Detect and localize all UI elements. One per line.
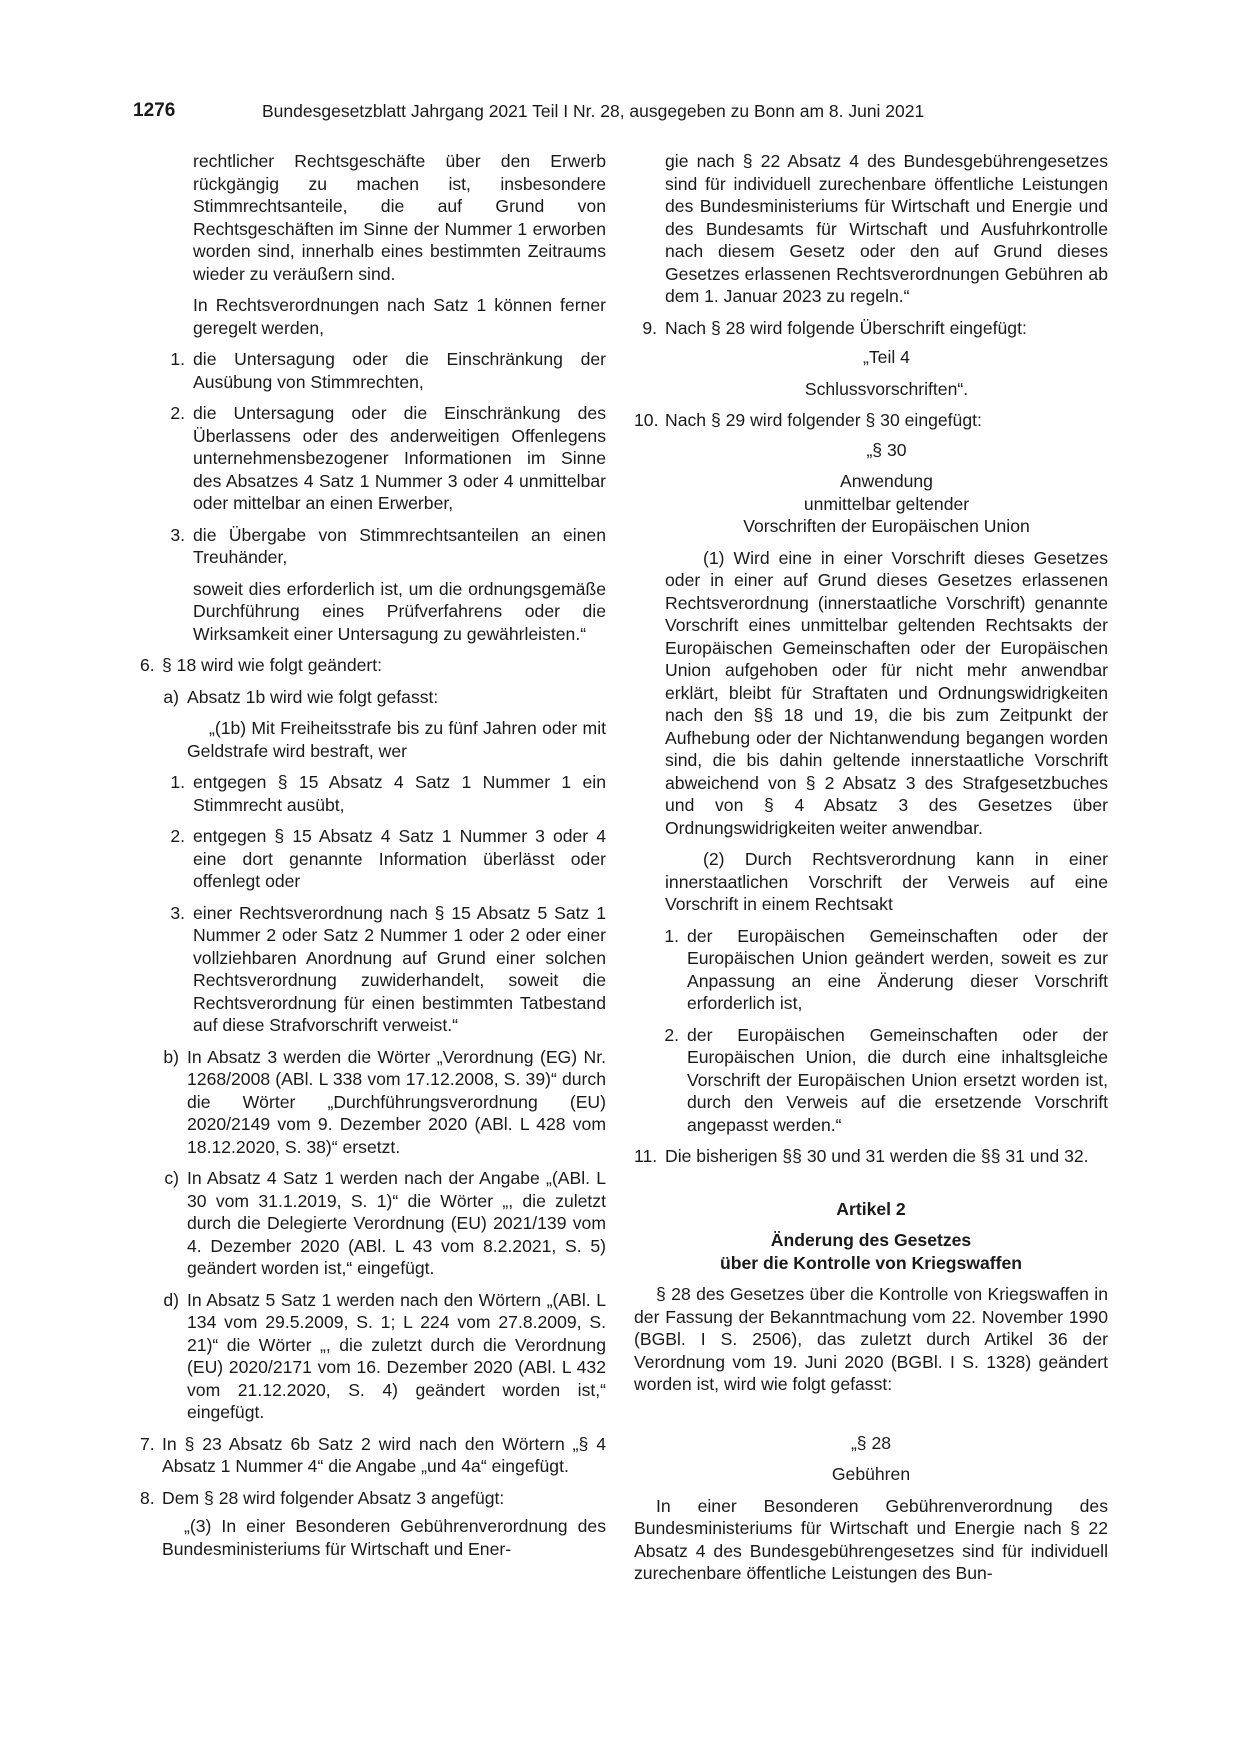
amendment-item bbox=[140, 1487, 606, 1510]
sub-item-text: In Absatz 4 Satz 1 werden nach der Angabe „(ABl. L 30 vom 31.1.2019, S. 1)“ die Wörter „, die zuletzt durch die Delegierte Verordnung (EU) 2021/139 vom 4. Dezember 2020 (ABl. L 43 vom 8.2.2021, S. 5) geändert worden ist,“ eingefügt. bbox=[187, 1168, 606, 1278]
article-title-line: Änderung des Gesetzes bbox=[770, 1230, 972, 1250]
section-number: „§ 28 bbox=[850, 1432, 892, 1453]
list-item bbox=[634, 1024, 1108, 1137]
list-text: entgegen § 15 Absatz 4 Satz 1 Nummer 3 oder 4 eine dort genannte Information überlässt oder offenlegt oder bbox=[193, 826, 606, 891]
article-heading: Artikel 2 bbox=[836, 1198, 906, 1219]
sub-item-letter: d) bbox=[163, 1289, 179, 1310]
gazette-header: Bundesgesetzblatt Jahrgang 2021 Teil I Nr. 28, ausgegeben zu Bonn am 8. Juni 2021 bbox=[262, 101, 925, 121]
amendment-item bbox=[140, 654, 606, 677]
page-number: 1276 bbox=[133, 100, 176, 121]
list-text: einer Rechtsverordnung nach § 15 Absatz 5 Satz 1 Nummer 2 oder Satz 2 Nummer 1 oder 2 oder einer vollziehbaren Anordnung auf Grund einer solchen Rechtsverordnung zuwiderhandelt, soweit die Rechtsverordnung für einen bestimmten Tatbestand auf diese Strafvorschrift verweist.“ bbox=[193, 902, 606, 1035]
sub-item bbox=[162, 1289, 606, 1424]
sub-item-text: In Absatz 5 Satz 1 werden nach den Wörtern „(ABl. L 134 vom 29.5.2009, S. 1; L 224 vom 27.8.2009, S. 21)“ die Wörter „, die zuletzt durch die Verordnung (EU) 2020/2171 vom 16. Dezember 2020 (ABl. L 432 vom 21.12.2020, S. 4) geändert worden ist,“ eingefügt. bbox=[187, 1289, 606, 1422]
item-number: 9. bbox=[642, 317, 657, 338]
paragraph: soweit dies erforderlich ist, um die ordnungsgemäße Durchführung eines Prüfverfahrens oder die Wirksamkeit einer Untersagung zu gewährleisten.“ bbox=[193, 578, 606, 644]
sub-item bbox=[162, 1167, 606, 1280]
amendment-item bbox=[634, 317, 1108, 340]
item-text: § 18 wird wie folgt geändert: bbox=[162, 655, 383, 675]
item-text: Die bisherigen §§ 30 und 31 werden die §§ 31 und 32. bbox=[665, 1146, 1089, 1166]
paragraph: In Rechtsverordnungen nach Satz 1 können ferner geregelt werden, bbox=[193, 295, 606, 338]
list-text: der Europäischen Gemeinschaften oder der Europäischen Union geändert werden, soweit es zur Anpassung an eine Änderung dieser Vorschrift erforderlich ist, bbox=[687, 925, 1108, 1013]
item-number: 10. bbox=[634, 410, 659, 430]
item-text: Nach § 29 wird folgender § 30 eingefügt: bbox=[665, 410, 982, 430]
section-paragraph: (2) Durch Rechtsverordnung kann in einer innerstaatlichen Vorschrift der Verweis auf eine Vorschrift in einem Rechtsakt bbox=[665, 849, 1108, 914]
item-number: 6. bbox=[140, 655, 155, 675]
right-column bbox=[634, 150, 1108, 1585]
quoted-paragraph: „(3) In einer Besonderen Gebührenverordnung des Bundesministeriums für Wirtschaft und Ener- bbox=[162, 1516, 606, 1559]
list-item bbox=[140, 825, 606, 893]
list-number: 3. bbox=[170, 524, 185, 545]
section-paragraph: (1) Wird eine in einer Vorschrift dieses Gesetzes oder in einer auf Grund dieses Gesetzes erlassenen Rechtsverordnung (innerstaatliche Vorschrift) genannte Vorschrift eines unmittelbar geltenden Rechtsakts der Europäischen Gemeinschaften oder der Europäischen Union aufgehoben oder für nicht mehr anwendbar erklärt, bleibt für Straftaten und Ordnungswidrigkeiten nach den §§ 18 und 19, die bis zum Zeitpunkt der Aufhebung oder der Nichtanwendung begangen worden sind, die bis dahin geltende innerstaatliche Vorschrift abweichend von § 2 Absatz 3 des Strafgesetzbuches und von § 4 Absatz 3 des Gesetzes über Ordnungswidrigkeiten weiter anwendbar. bbox=[665, 547, 1108, 838]
list-number: 2. bbox=[664, 1024, 679, 1045]
item-number: 7. bbox=[140, 1433, 155, 1454]
list-item bbox=[140, 524, 606, 569]
sub-item-text: In Absatz 3 werden die Wörter „Verordnung (EG) Nr. 1268/2008 (ABl. L 338 vom 17.12.2008, S. 39)“ durch die Wörter „Durchführungsverordnung (EU) 2020/2149 vom 9. Dezember 2020 (ABl. L 428 vom 18.12.2020, S. 38)“ ersetzt. bbox=[187, 1046, 606, 1157]
sub-item bbox=[162, 686, 606, 709]
amendment-item bbox=[140, 1433, 606, 1478]
list-text: die Übergabe von Stimmrechtsanteilen an einen Treuhänder, bbox=[193, 524, 606, 567]
list-item bbox=[140, 402, 606, 515]
sub-item-letter: c) bbox=[164, 1168, 179, 1188]
list-item bbox=[140, 348, 606, 393]
section-heading-line: Anwendung bbox=[840, 471, 933, 491]
sub-item-text: Absatz 1b wird wie folgt gefasst: bbox=[187, 686, 439, 707]
section-heading-line: unmittelbar geltender bbox=[803, 493, 970, 514]
list-number: 1. bbox=[664, 925, 679, 946]
item-number: 11. bbox=[634, 1146, 658, 1166]
item-text: Dem § 28 wird folgender Absatz 3 angefügt: bbox=[162, 1487, 505, 1508]
part-heading: „Teil 4 bbox=[863, 347, 910, 367]
left-column bbox=[140, 150, 606, 1560]
amendment-item bbox=[634, 1145, 1108, 1168]
list-text: die Untersagung oder die Einschränkung der Ausübung von Stimmrechten, bbox=[193, 349, 606, 392]
sub-item-letter: a) bbox=[163, 686, 179, 707]
item-text: In § 23 Absatz 6b Satz 2 wird nach den Wörtern „§ 4 Absatz 1 Nummer 4“ die Angabe „und 4a“ eingefügt. bbox=[162, 1433, 606, 1476]
item-text: Nach § 28 wird folgende Überschrift eingefügt: bbox=[665, 317, 1027, 338]
section-paragraph: In einer Besonderen Gebührenverordnung des Bundesministeriums für Wirtschaft und Energie nach § 22 Absatz 4 des Bundesgebührengesetzes sind für individuell zurechenbare öffentliche Leistungen des Bun- bbox=[634, 1495, 1108, 1583]
list-number: 2. bbox=[170, 826, 185, 846]
item-number: 8. bbox=[140, 1487, 155, 1508]
amendment-item bbox=[634, 409, 1108, 432]
article-title-line: über die Kontrolle von Kriegswaffen bbox=[719, 1252, 1023, 1273]
paragraph: rechtlicher Rechtsgeschäfte über den Erwerb rückgängig zu machen ist, insbesondere Stimmrechtsanteile, die auf Grund von Rechtsgeschäften im Sinne der Nummer 1 erworben worden sind, innerhalb eines bestimmten Zeitraums wieder zu veräußern sind. bbox=[193, 151, 606, 284]
list-item bbox=[634, 925, 1108, 1015]
list-text: der Europäischen Gemeinschaften oder der Europäischen Union, die durch eine inhaltsgleiche Vorschrift der Europäischen Union ersetzt worden ist, durch den Verweis auf die ersetzende Vorschrift angepasst werden.“ bbox=[687, 1024, 1108, 1135]
paragraph: gie nach § 22 Absatz 4 des Bundesgebührengesetzes sind für individuell zurechenbare öffentliche Leistungen des Bundesministeriums für Wirtschaft und Energie und des Bundesamts für Wirtschaft und Ausfuhrkontrolle nach diesem Gesetz oder den auf Grund dieses Gesetzes erlassenen Rechtsverordnungen Gebühren ab dem 1. Januar 2023 zu regeln.“ bbox=[665, 151, 1108, 306]
sub-item bbox=[162, 1046, 606, 1159]
part-title: Schlussvorschriften“. bbox=[804, 378, 969, 399]
list-number: 2. bbox=[170, 403, 185, 423]
sub-item-letter: b) bbox=[163, 1046, 179, 1067]
list-text: die Untersagung oder die Einschränkung des Überlassens oder des anderweitigen Offenlegens unternehmensbezogener Informationen im Sinne des Absatzes 4 Satz 1 Nummer 3 oder 4 unmittelbar oder mittelbar an einen Erwerber, bbox=[193, 403, 606, 513]
section-heading-line: Vorschriften der Europäischen Union bbox=[743, 516, 1030, 536]
section-number: „§ 30 bbox=[866, 439, 907, 460]
article-paragraph: § 28 des Gesetzes über die Kontrolle von Kriegswaffen in der Fassung der Bekanntmachung vom 22. November 1990 (BGBl. I S. 2506), das zuletzt durch Artikel 36 der Verordnung vom 19. Juni 2020 (BGBl. I S. 1328) geändert worden ist, wird wie folgt gefasst: bbox=[634, 1284, 1108, 1394]
quoted-paragraph: „(1b) Mit Freiheitsstrafe bis zu fünf Jahren oder mit Geldstrafe wird bestraft, wer bbox=[187, 718, 606, 761]
section-heading: Gebühren bbox=[831, 1464, 911, 1484]
list-number: 3. bbox=[170, 902, 185, 923]
list-text: entgegen § 15 Absatz 4 Satz 1 Nummer 1 ein Stimmrecht ausübt, bbox=[193, 772, 606, 815]
list-number: 1. bbox=[170, 349, 185, 369]
list-item bbox=[140, 902, 606, 1037]
list-number: 1. bbox=[170, 772, 185, 792]
list-item bbox=[140, 771, 606, 816]
